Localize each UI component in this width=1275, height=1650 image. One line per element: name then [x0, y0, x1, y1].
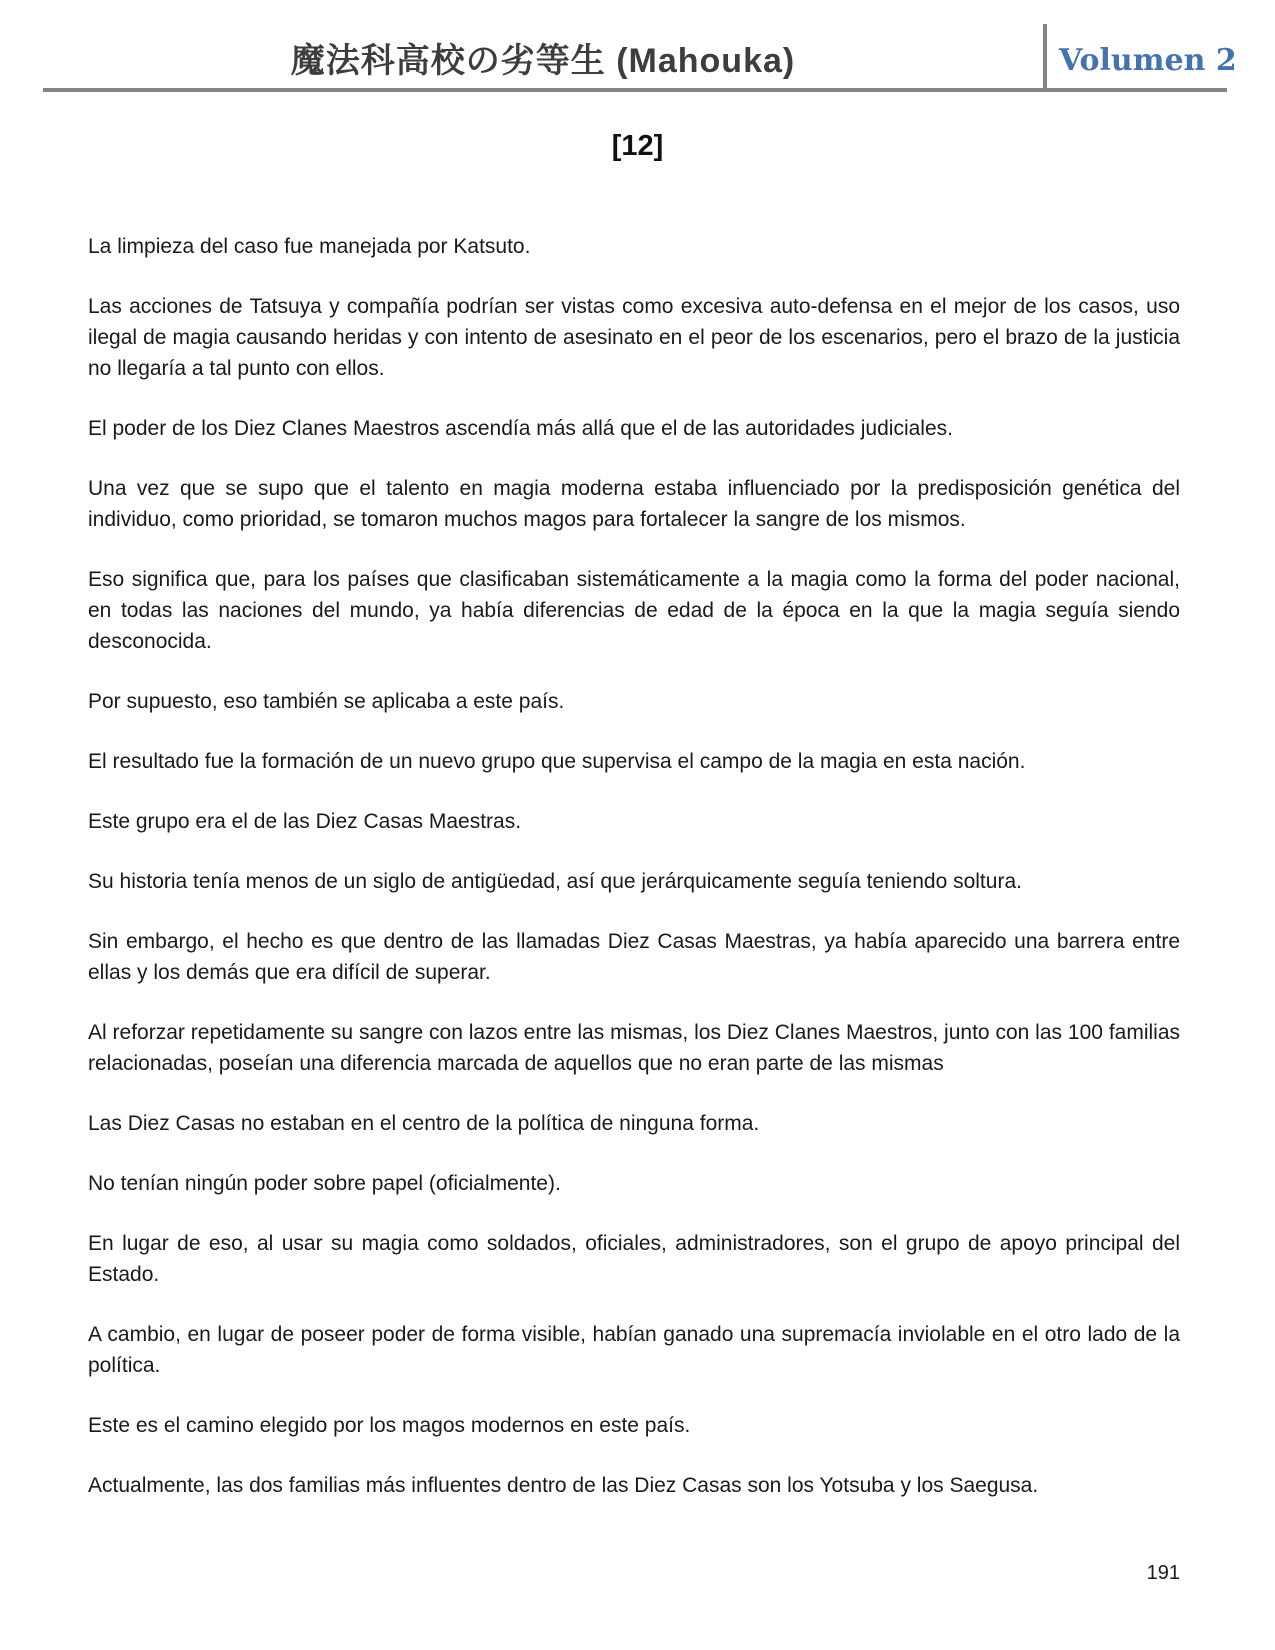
- page-header: [43, 0, 1237, 92]
- volume-label: Volumen 2: [1059, 43, 1237, 78]
- body-paragraph: Las Diez Casas no estaban en el centro de la política de ninguna forma.: [88, 1112, 760, 1135]
- body-paragraph: Sin embargo, el hecho es que dentro de las llamadas Diez Casas Maestras, ya había aparecido una barrera entre ellas y los demás que era difícil de superar.: [88, 930, 1180, 984]
- body-text: [88, 231, 1180, 1501]
- document-title: 魔法科高校の劣等生 (Mahouka): [290, 42, 796, 80]
- body-paragraph: Al reforzar repetidamente su sangre con lazos entre las mismas, los Diez Clanes Maestros, junto con las 100 familias relacionadas, poseían una diferencia marcada de aquellos que no eran parte de las mismas: [88, 1021, 1180, 1075]
- body-paragraph: Este es el camino elegido por los magos modernos en este país.: [88, 1414, 691, 1437]
- body-paragraph: En lugar de eso, al usar su magia como soldados, oficiales, administradores, son el grupo de apoyo principal del Estado.: [88, 1232, 1180, 1286]
- body-paragraph: Por supuesto, eso también se aplicaba a este país.: [88, 690, 565, 713]
- body-paragraph: Su historia tenía menos de un siglo de antigüedad, así que jerárquicamente seguía teniendo soltura.: [88, 870, 1022, 893]
- body-paragraph: El poder de los Diez Clanes Maestros ascendía más allá que el de las autoridades judiciales.: [88, 417, 953, 440]
- header-volume-cell: [1043, 24, 1237, 88]
- body-paragraph: Las acciones de Tatsuya y compañía podrían ser vistas como excesiva auto-defensa en el mejor de los casos, uso ilegal de magia causando heridas y con intento de asesinato en el peor de los escenarios, pero el brazo de la justicia no llegaría a tal punto con ellos.: [88, 295, 1180, 380]
- body-paragraph: Eso significa que, para los países que clasificaban sistemáticamente a la magia como la forma del poder nacional, en todas las naciones del mundo, ya había diferencias de edad de la época en la que la magia seguía siendo desconocida.: [88, 568, 1180, 653]
- body-paragraph: Este grupo era el de las Diez Casas Maestras.: [88, 810, 522, 833]
- body-paragraph: La limpieza del caso fue manejada por Katsuto.: [88, 235, 531, 258]
- body-paragraph: El resultado fue la formación de un nuevo grupo que supervisa el campo de la magia en esta nación.: [88, 750, 1026, 773]
- body-paragraph: Una vez que se supo que el talento en magia moderna estaba influenciado por la predisposición genética del individuo, como prioridad, se tomaron muchos magos para fortalecer la sangre de los mismos.: [88, 477, 1180, 531]
- body-paragraph: No tenían ningún poder sobre papel (oficialmente).: [88, 1172, 561, 1195]
- page-number: 191: [1146, 1562, 1180, 1584]
- body-paragraph: A cambio, en lugar de poseer poder de forma visible, habían ganado una supremacía inviolable en el otro lado de la política.: [88, 1323, 1180, 1377]
- header-title-cell: [43, 0, 1043, 88]
- chapter-number-heading: [12]: [611, 130, 664, 162]
- body-paragraph: Actualmente, las dos familias más influentes dentro de las Diez Casas son los Yotsuba y los Saegusa.: [88, 1474, 1039, 1497]
